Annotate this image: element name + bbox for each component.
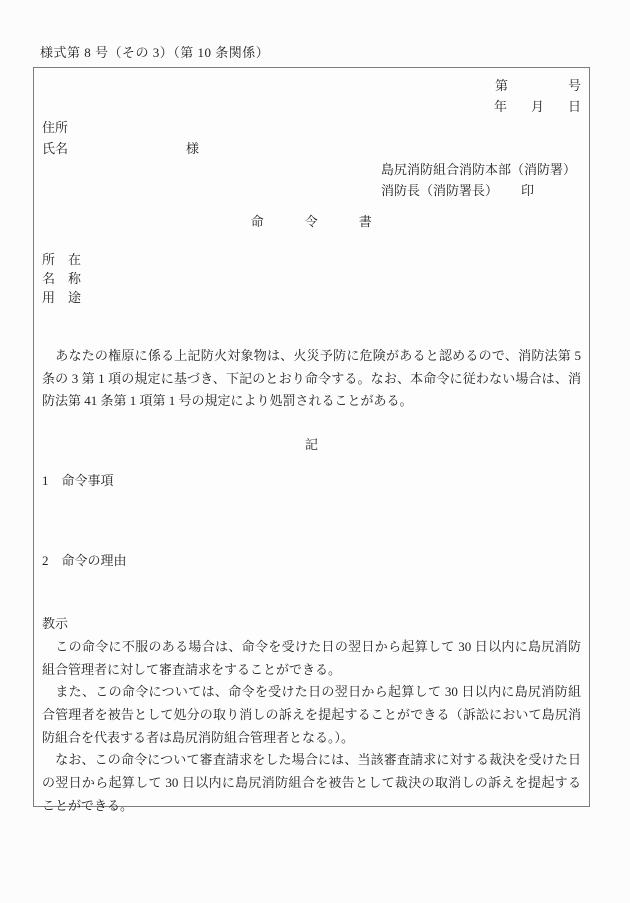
name-label: 氏名 (42, 141, 69, 156)
doc-number-prefix: 第 (494, 78, 508, 93)
year-label: 年 (493, 99, 507, 114)
subject-block (42, 250, 581, 307)
record-marker: 記 (304, 437, 318, 453)
instructions-paragraph-3: なお、この命令について審査請求をした場合には、当該審査請求に対する裁決を受けた日の翌日から起算して 30 日以内に島尻消防組合を被告として裁決の取消しの訴えを提起することができる。 (42, 752, 581, 813)
appeal-instructions-block (42, 613, 581, 817)
order-form-frame (33, 67, 590, 813)
sender-block (381, 159, 581, 201)
sender-title-line (381, 180, 581, 201)
address-label: 住所 (42, 120, 69, 135)
instructions-paragraph-2: また、この命令については、命令を受けた日の翌日から起算して 30 日以内に島尻消防組合管理者を被告として処分の取り消しの訴えを提起することができる（訴訟において島尻消防組合を代表する者は島尻消防組合管理者となる。）。 (42, 684, 581, 745)
order-items-heading: 1 命令事項 (42, 472, 114, 488)
seal-mark: 印 (521, 183, 535, 198)
date-line (42, 96, 581, 117)
facility-name-label: 名 称 (42, 271, 82, 286)
document-title: 命 令 書 (250, 214, 373, 229)
instructions-label: 教示 (42, 616, 69, 632)
sender-title: 消防長（消防署長） (381, 183, 499, 198)
recipient-name-line (42, 138, 581, 159)
sender-org-line (381, 159, 581, 180)
honorific-label: 様 (186, 141, 200, 156)
month-label: 月 (530, 99, 544, 114)
doc-number-line (42, 75, 581, 96)
instructions-paragraph-1: この命令に不服のある場合は、命令を受けた日の翌日から起算して 30 日以内に島尻消防組合管理者に対して審査請求をすることができる。 (42, 638, 581, 677)
use-label: 用 途 (42, 290, 82, 305)
order-reason-heading: 2 命令の理由 (42, 552, 127, 568)
main-paragraph: あなたの権原に係る上記防火対象物は、火災予防に危険があると認めるので、消防法第 5 条の 3 第 1 項の規定に基づき、下記のとおり命令する。なお、本命令に従わない場合は、消防法第 41 条第 1 項第 1 号の規定により処罰されることがある。 (42, 348, 581, 409)
address-line (42, 117, 581, 138)
doc-number-suffix: 号 (567, 78, 581, 93)
day-label: 日 (567, 99, 581, 114)
form-number-note: 様式第 8 号（その 3）（第 10 条関係） (40, 45, 270, 60)
sender-org: 島尻消防組合消防本部（消防署） (381, 162, 577, 177)
location-label: 所 在 (42, 252, 82, 267)
